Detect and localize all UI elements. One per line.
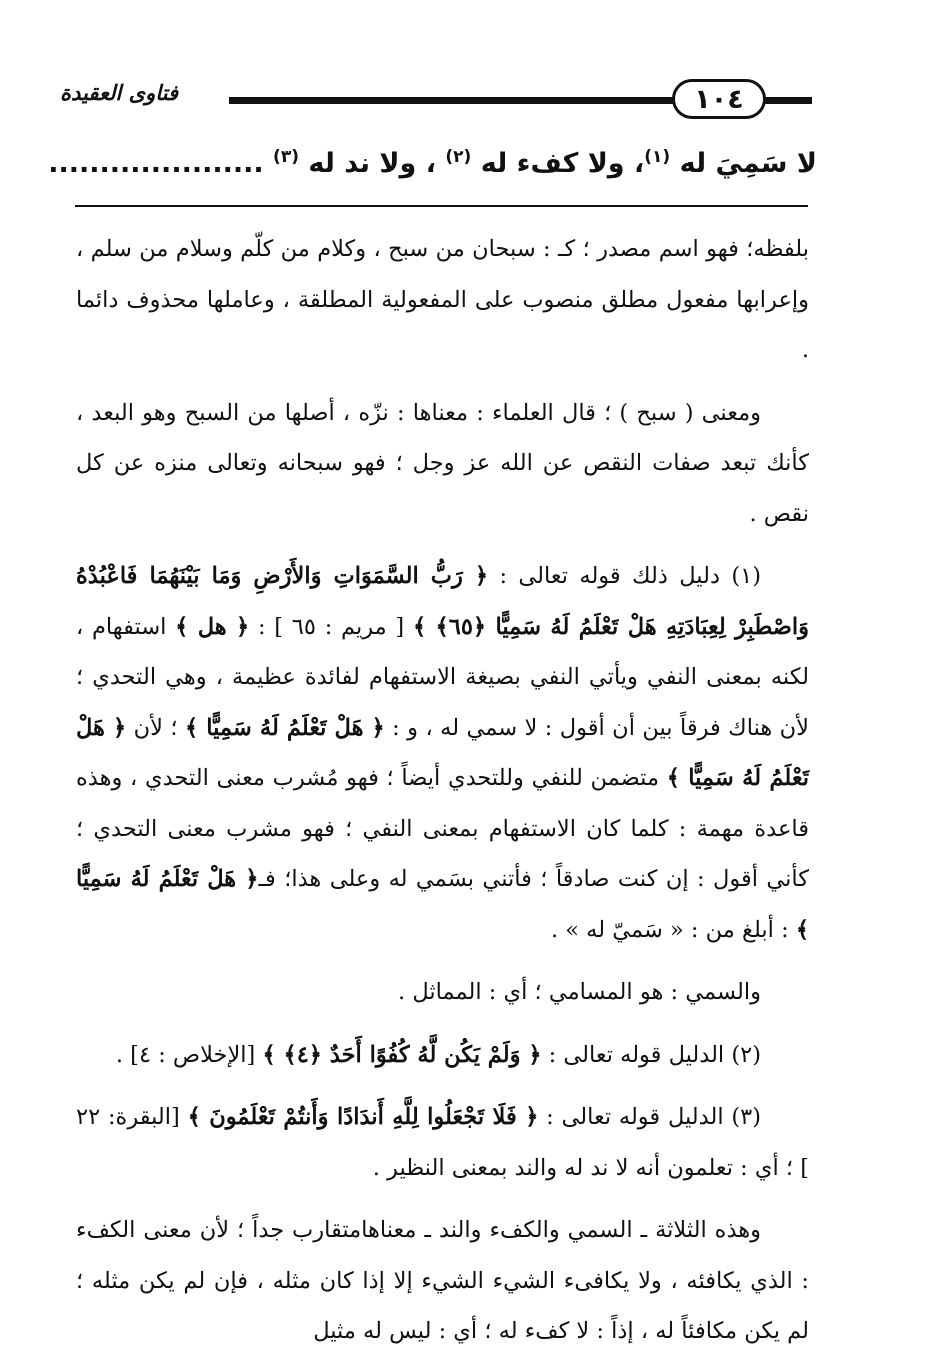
- main-text-segment: لا سَمِيَ له: [670, 148, 817, 179]
- main-text-line: [48, 136, 817, 192]
- page-number: ١٠٤: [694, 83, 744, 115]
- footnote-2: [76, 1030, 809, 1081]
- footnote-1: [76, 551, 809, 955]
- quran-verse: ﴿ هَلْ تَعْلَمُ لَهُ سَمِيًّا ﴾: [76, 714, 809, 791]
- header-rule-right: [764, 97, 812, 104]
- quran-verse: ﴿ وَلَمْ يَكُن لَّهُ كُفُوًا أَحَدٌ ﴿٤﴾ ﴾: [262, 1041, 542, 1068]
- footnote-paragraph-sami: والسمي : هو المسامي ؛ أي : المماثل .: [398, 979, 761, 1005]
- quran-verse: ﴿ هل ﴾: [175, 613, 250, 640]
- footnote-text: : أبلغ من : « سَميّ له » .: [550, 916, 796, 943]
- footnote-marker: (٢): [445, 147, 472, 167]
- running-title: فتاوى العقيدة: [60, 81, 179, 105]
- footnote-3: [76, 1092, 809, 1193]
- header-rule-left: [229, 97, 674, 104]
- footnote-text: ؛ لأن: [126, 714, 185, 741]
- running-header: [60, 78, 812, 122]
- quran-verse: ﴿ فَلَا تَجْعَلُوا لِلَّهِ أَندَادًا وَأَنتُمْ تَعْلَمُونَ ﴾: [187, 1104, 539, 1130]
- quran-verse: ﴿ هَلْ تَعْلَمُ لَهُ سَمِيًّا ﴾: [76, 866, 809, 943]
- main-text-dots: .....................: [48, 148, 274, 179]
- footnote-text: (١) دليل ذلك قوله تعالى :: [488, 563, 761, 589]
- footnotes-section: [76, 224, 809, 1369]
- footnote-text: [البقرة: ٢٢ ] ؛ أي : تعلمون أنه لا ند له والند بمعنى النظير .: [76, 1104, 809, 1181]
- main-text-segment: ، ولا كفء له: [471, 148, 645, 179]
- footnote-marker: (١): [644, 147, 671, 167]
- footnote-text: استفهام ، لكنه بمعنى النفي ويأتي النفي بصيغة الاستفهام لفائدة عظيمة ، وهي التحدي ؛ لأن هناك فرقاً بين أن أقول : لا سمي له ، و :: [76, 613, 810, 741]
- footnote-paragraph-summary: وهذه الثلاثة ـ السمي والكفء والند ـ معناهامتقارب جداً ؛ لأن معنى الكفء : الذي يكافئه ، ولا يكافىء الشيء الشيء إلا إذا كان مثله ، فإن لم يكن مثله ؛ لم يكن مكافئاً له ، إذاً : لا كفء له ؛ أي : ليس له مثيل: [76, 1217, 809, 1344]
- main-text-segment: ، ولا ند له: [298, 148, 446, 179]
- footnote-marker: (٣): [273, 147, 299, 167]
- footnote-text: متضمن للنفي وللتحدي أيضاً ؛ فهو مُشرب معنى التحدي ، وهذه قاعدة مهمة : كلما كان الاستفهام بمعنى النفي ؛ فهو مشرب معنى التحدي ؛ كأني أقول : إن كنت صادقاً ؛ فأتني بسَمي له وعلى هذا؛ فـ: [76, 765, 809, 892]
- page-number-frame: [672, 79, 766, 119]
- quran-verse: ﴿ رَبُّ السَّمَوَاتِ وَالأَرْضِ وَمَا بَيْنَهُمَا فَاعْبُدْهُ وَاصْطَبِرْ لِعِبَادَتِهِ هَلْ تَعْلَمُ لَهُ سَمِيًّا ﴿٦٥﴾ ﴾: [76, 563, 809, 640]
- quran-verse: ﴿ هَلْ تَعْلَمُ لَهُ سَمِيًّا ﴾: [184, 714, 385, 741]
- footnote-text: (٣) الدليل قوله تعالى :: [538, 1104, 761, 1130]
- footnote-text: [الإخلاص : ٤] .: [115, 1041, 263, 1068]
- footnote-paragraph-meaning: ومعنى ( سبح ) ؛ قال العلماء : معناها : نزّه ، أصلها من السبح وهو البعد ، كأنك تبعد صفات النقص عن الله عز وجل ؛ فهو سبحانه وتعالى منزه عن كل نقص .: [76, 399, 809, 527]
- footnote-separator: [75, 205, 808, 207]
- footnote-text: (٢) الدليل قوله تعالى :: [541, 1041, 761, 1068]
- footnote-text: [ مريم : ٦٥ ] :: [249, 613, 413, 640]
- footnote-paragraph-continuation: بلفظه؛ فهو اسم مصدر ؛ كـ : سبحان من سبح ، وكلام من كلّم وسلام من سلم ، وإعرابها مفعول مطلق منصوب على المفعولية المطلقة ، وعاملها محذوف دائما .: [76, 236, 809, 363]
